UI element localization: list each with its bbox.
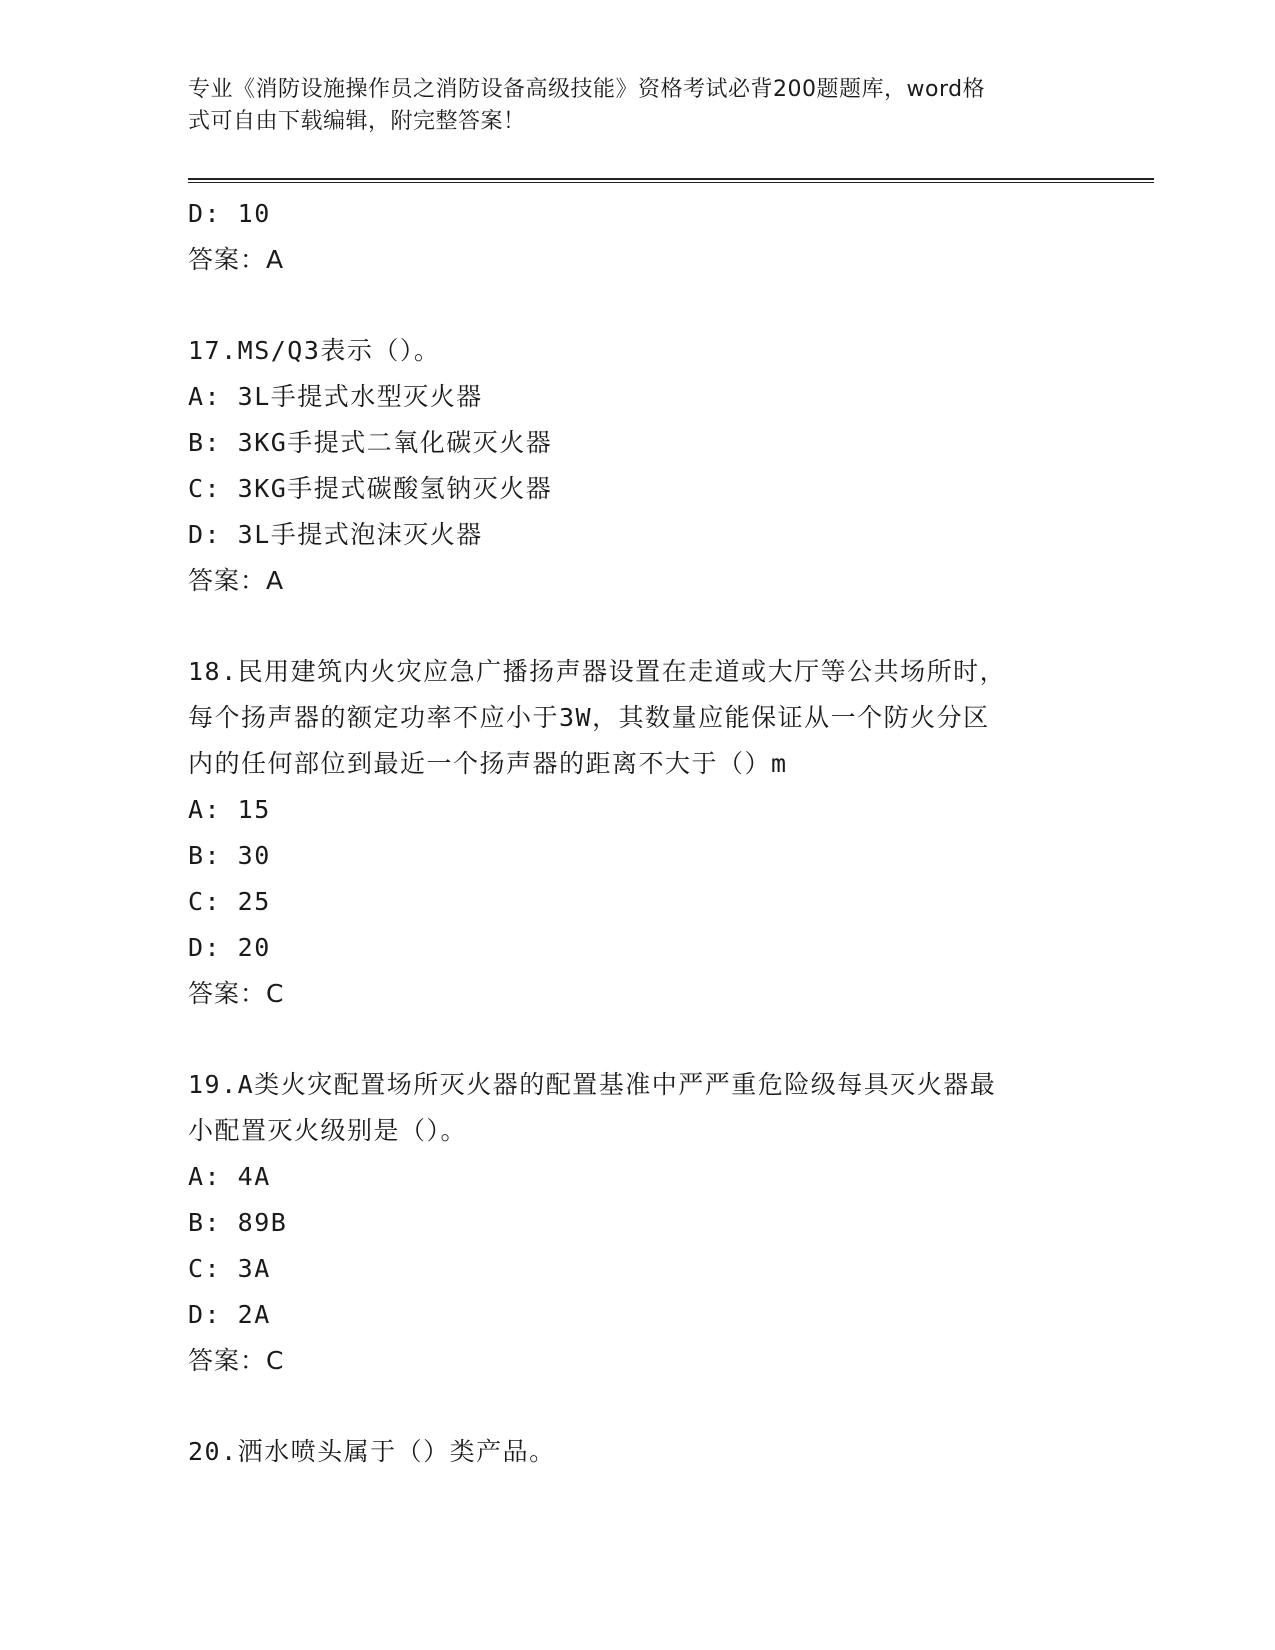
option-d: D: 20	[188, 933, 271, 962]
option-c: C: 3KG手提式碳酸氢钠灭火器	[188, 474, 553, 503]
question-19	[188, 1062, 1068, 1384]
question-16-tail	[188, 191, 1068, 283]
header-divider-thick	[188, 178, 1154, 180]
answer: 答案：A	[188, 566, 285, 595]
question-17	[188, 328, 1068, 604]
option-b: B: 89B	[188, 1208, 288, 1237]
question-stem-line-2: 每个扬声器的额定功率不应小于3W，其数量应能保证从一个防火分区	[188, 703, 990, 732]
header-divider-thin	[188, 182, 1154, 183]
question-stem: 17.MS/Q3表示（）。	[188, 336, 441, 365]
answer: 答案：C	[188, 1346, 285, 1375]
option-b: B: 3KG手提式二氧化碳灭火器	[188, 428, 553, 457]
option-a: A: 15	[188, 795, 271, 824]
question-stem-line-2: 小配置灭火级别是（）。	[188, 1116, 468, 1145]
question-stem-line-3: 内的任何部位到最近一个扬声器的距离不大于（）m	[188, 749, 788, 778]
question-20	[188, 1429, 1068, 1475]
question-stem-line-1: 19.A类火灾配置场所灭火器的配置基准中严严重危险级每具灭火器最	[188, 1070, 997, 1099]
answer: 答案：A	[188, 245, 285, 274]
option-d: D: 3L手提式泡沫灭火器	[188, 520, 483, 549]
question-18	[188, 649, 1068, 1017]
option-d: D: 2A	[188, 1300, 271, 1329]
header-line-1: 专业《消防设施操作员之消防设备高级技能》资格考试必背200题题库，word格	[188, 77, 986, 102]
question-stem: 20.洒水喷头属于（）类产品。	[188, 1437, 556, 1466]
header-line-2: 式可自由下载编辑，附完整答案！	[188, 109, 526, 134]
document-header	[188, 74, 1068, 138]
option-a: A: 3L手提式水型灭火器	[188, 382, 483, 411]
option-c: C: 3A	[188, 1254, 271, 1283]
option-b: B: 30	[188, 841, 271, 870]
option-c: C: 25	[188, 887, 271, 916]
answer: 答案：C	[188, 979, 285, 1008]
option-d: D: 10	[188, 199, 271, 228]
option-a: A: 4A	[188, 1162, 271, 1191]
question-stem-line-1: 18.民用建筑内火灾应急广播扬声器设置在走道或大厅等公共场所时，	[188, 657, 1007, 686]
question-list	[188, 191, 1068, 1475]
